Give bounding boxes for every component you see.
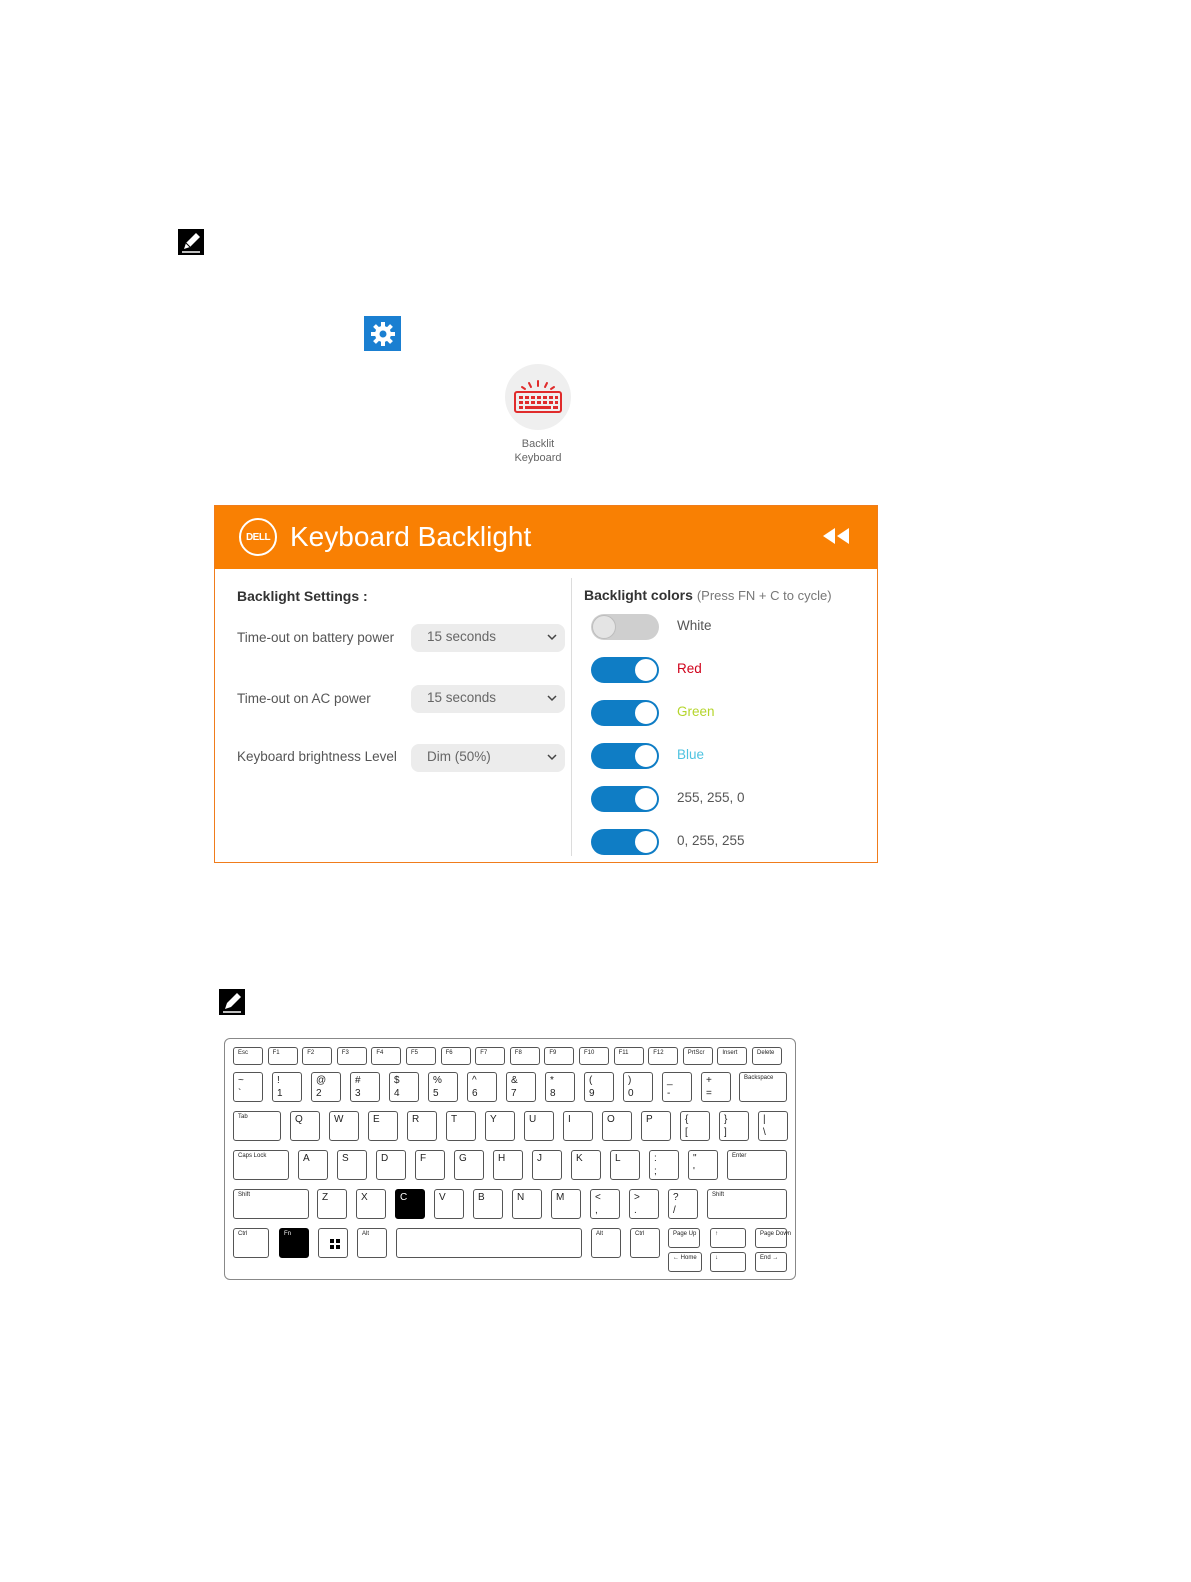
settings-title: Backlight Settings : xyxy=(237,588,368,604)
key-label: R xyxy=(412,1114,420,1125)
key-label: S xyxy=(342,1153,349,1164)
colors-title xyxy=(584,587,832,603)
chevron-down-icon xyxy=(547,633,557,641)
key-label: 0 xyxy=(628,1088,634,1099)
key-label: [ xyxy=(685,1127,688,1138)
key xyxy=(512,1189,542,1219)
key xyxy=(680,1111,710,1141)
color-toggle-1[interactable] xyxy=(591,657,659,683)
color-label-1: Red xyxy=(677,661,702,676)
settings-gear-icon xyxy=(364,316,401,351)
color-toggle-4[interactable] xyxy=(591,786,659,812)
key-label: ^ xyxy=(472,1075,477,1086)
key xyxy=(434,1189,464,1219)
key-label: _ xyxy=(667,1075,673,1086)
key xyxy=(376,1150,406,1180)
key-label: Q xyxy=(295,1114,303,1125)
key-label: @ xyxy=(316,1075,327,1086)
key xyxy=(473,1189,503,1219)
key-label: 1 xyxy=(277,1088,283,1099)
key-label: Backspace xyxy=(744,1075,774,1081)
key xyxy=(662,1072,692,1102)
key-label: | xyxy=(763,1114,766,1125)
key-label: Z xyxy=(322,1192,329,1203)
toggle-knob xyxy=(634,830,658,854)
tile-label-line1: Backlit xyxy=(521,438,555,450)
toggle-knob xyxy=(634,787,658,811)
key xyxy=(544,1047,574,1065)
key-label: 7 xyxy=(511,1088,517,1099)
key-label: " xyxy=(693,1153,697,1164)
key xyxy=(350,1072,380,1102)
key xyxy=(532,1150,562,1180)
key xyxy=(407,1111,437,1141)
chevron-down-icon xyxy=(547,694,557,702)
key-label: Shift xyxy=(712,1192,725,1198)
key xyxy=(590,1189,620,1219)
key-label: ↓ xyxy=(715,1255,718,1261)
key xyxy=(584,1072,614,1102)
color-label-0: White xyxy=(677,618,712,633)
key xyxy=(701,1072,731,1102)
brightness-value: Dim (50%) xyxy=(427,749,491,764)
key xyxy=(623,1072,653,1102)
key xyxy=(446,1111,476,1141)
key xyxy=(428,1072,458,1102)
key xyxy=(717,1047,747,1065)
battery-timeout-select[interactable] xyxy=(411,624,565,652)
key-label: # xyxy=(355,1075,361,1086)
ac-timeout-label: Time-out on AC power xyxy=(237,691,371,706)
key xyxy=(758,1111,788,1141)
key-label: F4 xyxy=(376,1050,384,1056)
key-label: B xyxy=(478,1192,485,1203)
key-label: F xyxy=(420,1153,427,1164)
key xyxy=(233,1150,289,1180)
key xyxy=(485,1111,515,1141)
key-label: Tab xyxy=(238,1114,248,1120)
key-label: > xyxy=(634,1192,640,1203)
key-label: = xyxy=(706,1088,712,1099)
key-label: - xyxy=(667,1088,671,1099)
key xyxy=(579,1047,609,1065)
key xyxy=(357,1228,387,1258)
key-label: ] xyxy=(724,1127,727,1138)
key-label: 6 xyxy=(472,1088,478,1099)
key-label: 4 xyxy=(394,1088,400,1099)
key-label: ~ xyxy=(238,1075,244,1086)
color-label-3: Blue xyxy=(677,747,705,762)
key-label: ( xyxy=(589,1075,593,1086)
key xyxy=(629,1189,659,1219)
key-label: ? xyxy=(673,1192,679,1203)
key-label: G xyxy=(459,1153,467,1164)
panel-title: Keyboard Backlight xyxy=(290,521,532,552)
key xyxy=(337,1047,367,1065)
key xyxy=(727,1150,787,1180)
key-label: A xyxy=(303,1153,310,1164)
key xyxy=(371,1047,401,1065)
key xyxy=(710,1228,746,1248)
key xyxy=(356,1189,386,1219)
key xyxy=(279,1228,309,1258)
backlit-keyboard-tile[interactable] xyxy=(505,364,571,430)
key-label: ← Home xyxy=(673,1255,697,1261)
key xyxy=(317,1189,347,1219)
key xyxy=(668,1252,702,1272)
key xyxy=(311,1072,341,1102)
key-label: ) xyxy=(628,1075,632,1086)
key xyxy=(268,1047,298,1065)
key-label: $ xyxy=(394,1075,400,1086)
key xyxy=(641,1111,671,1141)
key xyxy=(571,1150,601,1180)
key-label: , xyxy=(595,1205,598,1216)
key-label: U xyxy=(529,1114,537,1125)
keyboard-backlight-panel xyxy=(214,505,878,863)
key-label: Esc xyxy=(238,1050,249,1056)
key-label: ; xyxy=(654,1166,657,1177)
key-label: F6 xyxy=(445,1050,453,1056)
key xyxy=(233,1111,281,1141)
key xyxy=(683,1047,713,1065)
key xyxy=(602,1111,632,1141)
key-label: + xyxy=(706,1075,712,1086)
battery-timeout-label: Time-out on battery power xyxy=(237,630,395,645)
key xyxy=(493,1150,523,1180)
brightness-select[interactable] xyxy=(411,744,565,772)
key-label: : xyxy=(654,1153,657,1164)
key-label: ' xyxy=(693,1166,695,1177)
key-label: F3 xyxy=(341,1050,349,1056)
key xyxy=(649,1150,679,1180)
color-label-2: Green xyxy=(677,704,715,719)
key xyxy=(233,1189,309,1219)
key xyxy=(290,1111,320,1141)
key-label: ↑ xyxy=(715,1231,718,1237)
panel-divider xyxy=(571,578,572,856)
toggle-knob xyxy=(634,744,658,768)
key-label: Shift xyxy=(238,1192,251,1198)
key-label: M xyxy=(556,1192,565,1203)
key-label: J xyxy=(537,1153,542,1164)
key xyxy=(610,1150,640,1180)
key xyxy=(510,1047,540,1065)
key xyxy=(630,1228,660,1258)
ac-timeout-select[interactable] xyxy=(411,685,565,713)
key xyxy=(707,1189,787,1219)
key xyxy=(551,1189,581,1219)
key xyxy=(298,1150,328,1180)
key-label: % xyxy=(433,1075,442,1086)
key-label: . xyxy=(634,1205,637,1216)
key xyxy=(668,1189,698,1219)
color-toggle-2[interactable] xyxy=(591,700,659,726)
key xyxy=(719,1111,749,1141)
key-label: End → xyxy=(760,1255,779,1261)
key xyxy=(389,1072,419,1102)
key xyxy=(668,1228,700,1248)
key-label: F10 xyxy=(584,1050,595,1056)
key-label: D xyxy=(381,1153,389,1164)
key-label: Enter xyxy=(732,1153,747,1159)
keyboard-layout-diagram xyxy=(224,1038,796,1280)
key xyxy=(233,1228,269,1258)
key-label: O xyxy=(607,1114,615,1125)
key-label: X xyxy=(361,1192,368,1203)
toggle-knob xyxy=(634,701,658,725)
key-label: 2 xyxy=(316,1088,322,1099)
collapse-back-icon[interactable] xyxy=(821,526,851,546)
tile-label xyxy=(500,437,576,465)
note-pencil-icon xyxy=(178,229,204,255)
toggle-knob xyxy=(634,658,658,682)
key xyxy=(755,1228,792,1248)
key-label: I xyxy=(568,1114,571,1125)
key xyxy=(545,1072,575,1102)
key xyxy=(739,1072,787,1102)
key-label: Ctrl xyxy=(635,1231,645,1237)
key-label: C xyxy=(400,1192,408,1203)
key xyxy=(467,1072,497,1102)
toggle-knob xyxy=(592,615,616,639)
key xyxy=(302,1047,332,1065)
key xyxy=(406,1047,436,1065)
panel-header xyxy=(215,506,877,569)
key xyxy=(755,1252,787,1272)
key-label: Page Down xyxy=(760,1231,792,1237)
key-label: F7 xyxy=(480,1050,488,1056)
key xyxy=(614,1047,644,1065)
key-label: Fn xyxy=(284,1231,292,1237)
key xyxy=(752,1047,782,1065)
ac-timeout-value: 15 seconds xyxy=(427,690,497,705)
windows-icon xyxy=(330,1239,340,1249)
tile-label-line2: Keyboard xyxy=(514,452,562,464)
key-label: F8 xyxy=(514,1050,522,1056)
key-label: } xyxy=(724,1114,728,1125)
key-label: Alt xyxy=(596,1231,604,1237)
key xyxy=(272,1072,302,1102)
key-label: & xyxy=(511,1075,518,1086)
key-label: H xyxy=(498,1153,506,1164)
colors-title-text: Backlight colors xyxy=(584,587,693,603)
key-label: L xyxy=(615,1153,621,1164)
key xyxy=(563,1111,593,1141)
key-label: 5 xyxy=(433,1088,439,1099)
key xyxy=(648,1047,678,1065)
key-label: / xyxy=(673,1205,676,1216)
key-label: W xyxy=(334,1114,344,1125)
key xyxy=(318,1228,348,1258)
key xyxy=(441,1047,471,1065)
key xyxy=(710,1252,746,1272)
key-label: Caps Lock xyxy=(238,1153,267,1159)
key xyxy=(475,1047,505,1065)
note-pencil-icon xyxy=(219,989,245,1015)
key-label: T xyxy=(451,1114,458,1125)
color-toggle-3[interactable] xyxy=(591,743,659,769)
key-label: F1 xyxy=(272,1050,280,1056)
chevron-down-icon xyxy=(547,753,557,761)
key xyxy=(524,1111,554,1141)
brightness-label: Keyboard brightness Level xyxy=(237,749,397,764)
key-label: \ xyxy=(763,1127,766,1138)
key-label: P xyxy=(646,1114,653,1125)
key xyxy=(454,1150,484,1180)
key-label: Alt xyxy=(362,1231,370,1237)
key-label: Insert xyxy=(722,1050,738,1056)
key-label: Y xyxy=(490,1114,497,1125)
key-label: 3 xyxy=(355,1088,361,1099)
key-label: Page Up xyxy=(673,1231,697,1237)
key-label: F12 xyxy=(653,1050,664,1056)
key-label: F2 xyxy=(307,1050,315,1056)
color-label-4: 255, 255, 0 xyxy=(677,790,745,805)
backlit-keyboard-icon xyxy=(511,379,565,415)
battery-timeout-value: 15 seconds xyxy=(427,629,497,644)
key-label: PrtScr xyxy=(687,1050,705,1056)
key xyxy=(329,1111,359,1141)
key xyxy=(337,1150,367,1180)
key xyxy=(688,1150,718,1180)
key-label: N xyxy=(517,1192,525,1203)
color-toggle-5[interactable] xyxy=(591,829,659,855)
key xyxy=(396,1228,582,1258)
key-label: F11 xyxy=(618,1050,629,1056)
key-label: { xyxy=(685,1114,689,1125)
key-label: K xyxy=(576,1153,583,1164)
key-label: 8 xyxy=(550,1088,556,1099)
key-label: E xyxy=(373,1114,380,1125)
key xyxy=(415,1150,445,1180)
key-label: Ctrl xyxy=(238,1231,248,1237)
color-toggle-0[interactable] xyxy=(591,614,659,640)
key-label: F9 xyxy=(549,1050,557,1056)
key xyxy=(233,1047,263,1065)
key xyxy=(506,1072,536,1102)
key xyxy=(395,1189,425,1219)
key-label: Delete xyxy=(757,1050,775,1056)
key-label: F5 xyxy=(411,1050,419,1056)
key-label: < xyxy=(595,1192,601,1203)
key-label: ! xyxy=(277,1075,280,1086)
colors-hint: (Press FN + C to cycle) xyxy=(696,588,832,603)
key-label: 9 xyxy=(589,1088,595,1099)
key-label: ` xyxy=(238,1088,242,1099)
key xyxy=(233,1072,263,1102)
key xyxy=(368,1111,398,1141)
key-label: V xyxy=(439,1192,446,1203)
key xyxy=(591,1228,621,1258)
key-label: * xyxy=(550,1075,554,1086)
color-label-5: 0, 255, 255 xyxy=(677,833,745,848)
dell-logo: DELL xyxy=(239,518,277,556)
